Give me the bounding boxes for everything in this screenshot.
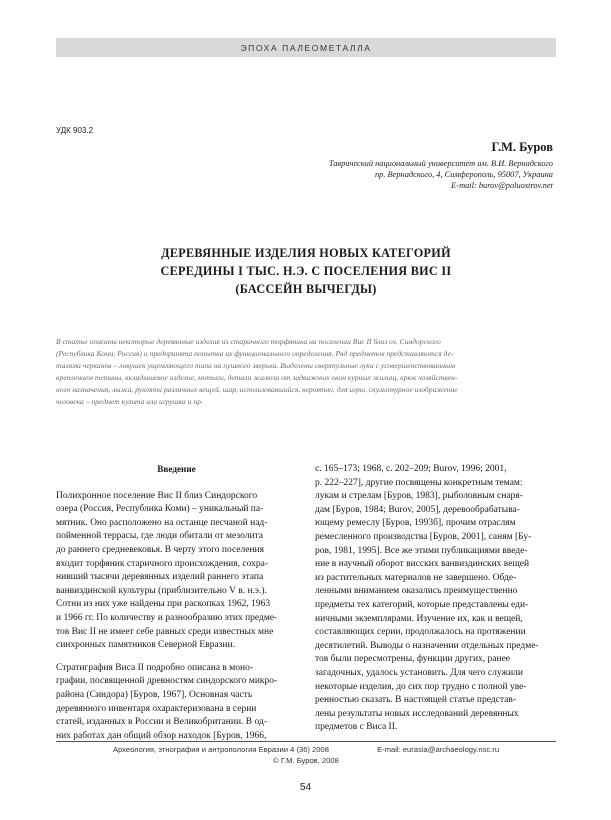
text-line: тов Вис II не имеет себе равных среди известных мне (56, 626, 274, 637)
text-line: из растительных материалов не завершено. Обде- (315, 572, 517, 583)
text-line: с. 165–173; 1968, с. 202–209; Burov, 1996; 2001, (315, 464, 507, 474)
text-line: лукам и стрелам [Буров, 1983], рыболовным снаря- (315, 491, 523, 502)
text-line: загадочных, удалось установить. Для чего служили (315, 667, 523, 678)
article-title-line: СЕРЕДИНЫ I ТЫС. Н.Э. С ПОСЕЛЕНИЯ ВИС II (160, 264, 452, 278)
text-line: ние в научный оборот висских ванвиздинских вещей (315, 559, 530, 570)
text-line: составляющих серии, продолжалось на протяжении (315, 627, 526, 638)
author-affiliation-university: Таврический национальный университет им. В.И. Вернадского (328, 159, 553, 168)
text-line: предметы тех категорий, которые представлены еди- (315, 599, 529, 610)
section-heading-introduction: Введение (157, 464, 196, 474)
text-line: синхронных памятников Северной Евразии. (56, 640, 235, 651)
abstract-line: ного назначения, лыжа, рукояти различных вещей, шар, использовавшийся, вероятно, для игры, скульптурное изображение (56, 385, 458, 394)
text-line: ничными экземплярами. Изучение их, как и вещей, (315, 613, 523, 624)
copyright: © Г.М. Буров, 2008 (273, 756, 339, 765)
abstract-line: креплением тетивы, вкладышевое изделие, мотыги, детали жалюзи от задвижных окон курных жилищ, крюк хозяйствен- (56, 373, 458, 382)
text-line: нивший тысячи деревянных изделий раннего этапа (56, 572, 264, 583)
text-line: Стратиграфия Виса II подробно описана в моно- (56, 662, 254, 673)
author-name: Г.М. Буров (491, 140, 553, 154)
text-line: графии, посвященной древностям синдорского микро- (56, 676, 278, 687)
text-line: ремесленного производства [Буров, 2001], саням [Бу- (315, 531, 532, 542)
text-line: района (Синдора) [Буров, 1967]. Основная часть (56, 689, 253, 700)
left-column (56, 463, 297, 743)
page-footer (56, 744, 556, 766)
author-email: E-mail: burov@poluostrov.net (451, 181, 553, 190)
article-title-line: ДЕРЕВЯННЫЕ ИЗДЕЛИЯ НОВЫХ КАТЕГОРИЙ (161, 246, 451, 260)
text-line: входит торфяник старичного происхождения, сохра- (56, 558, 268, 569)
section-header-title: ЭПОХА ПАЛЕОМЕТАЛЛА (240, 42, 372, 53)
page-number: 54 (299, 782, 312, 793)
text-line: озера (Россия, Республика Коми) – уникальный па- (56, 504, 264, 515)
text-line: Полихронное поселение Вис II близ Синдорского (56, 490, 258, 501)
text-line: них работах дан общий обзор находок [Буров, 1966, (56, 730, 267, 741)
text-line: десятилетий. Выводы о назначении отдельных предме- (315, 640, 539, 651)
text-line: лены результаты новых исследований деревянных (315, 708, 519, 719)
text-line: пойменной террасы, где люди обитали от мезолита (56, 531, 264, 542)
text-line: ванвиздинской культуры (приблизительно V в. н.э.). (56, 585, 267, 596)
text-line: и 1966 гг. По количеству и разнообразию этих предме- (56, 612, 278, 623)
paragraph-intro (56, 490, 297, 653)
section-header-band (56, 38, 556, 57)
article-title (56, 244, 556, 298)
journal-email: E-mail: eurasia@archaeology.nsc.ru (377, 745, 500, 754)
abstract (56, 336, 556, 408)
text-line: до раннего средневековья. В черту этого поселения (56, 544, 264, 555)
text-line: ренностью сказать. В настоящей статье представ- (315, 695, 516, 706)
text-line: ленными вниманием оказались преимущественно (315, 586, 518, 597)
abstract-line: В статье описаны некоторые деревянные изделия из старичного торфяника на поселении Вис II близ оз. Синдорского (56, 337, 441, 346)
text-line: деревянного инвентаря охарактеризована в серии (56, 703, 257, 714)
paragraph-continued (315, 463, 556, 735)
text-line: ющему ремеслу [Буров, 1993б], прочим отраслям (315, 518, 516, 529)
udk-code: УДК 903.2 (56, 126, 94, 135)
journal-citation: Археология, этнография и антропология Евразии 4 (36) 2008 (112, 745, 329, 754)
text-line: некоторые изделия, до сих пор трудно с полной уве- (315, 681, 527, 692)
article-title-line: (БАССЕЙН ВЫЧЕГДЫ) (235, 282, 377, 296)
text-line: мятник. Оно расположено на останце песчаной над- (56, 517, 268, 528)
abstract-line: (Республика Коми, Россия) и предпринята попытка их функционального определения. Ряд предметов представляются де- (56, 349, 454, 358)
abstract-line: человека – предмет культа или игрушка и пр. (56, 397, 203, 406)
text-line: Сотни из них уже найдены при раскопках 1962, 1963 (56, 599, 271, 610)
text-line: тов были пересмотрены, функции других, ранее (315, 654, 511, 665)
abstract-line: талями черканов – ловушек ущемляющего типа на пушного зверька. Выделены сверхпульные луки с усовершенствованным (56, 361, 455, 370)
author-affiliation-address: пр. Вернадского, 4, Симферополь, 95007, Украина (374, 170, 553, 179)
footer-divider (56, 741, 556, 742)
text-line: ров, 1981, 1995]. Все же этими публикациями введе- (315, 545, 528, 556)
paragraph-gap (56, 653, 297, 662)
text-line: p. 222–227], другие посвящены конкретным темам: (315, 477, 523, 488)
text-line: статей, изданных в России и Великобритании. В од- (56, 717, 267, 728)
right-column (315, 463, 556, 735)
paragraph-stratigraphy (56, 662, 297, 744)
text-line: дам [Буров, 1984; Burov, 2005], деревообрабатыва- (315, 504, 520, 515)
text-line: предметов с Виса II. (315, 722, 398, 733)
author-block (233, 140, 553, 191)
